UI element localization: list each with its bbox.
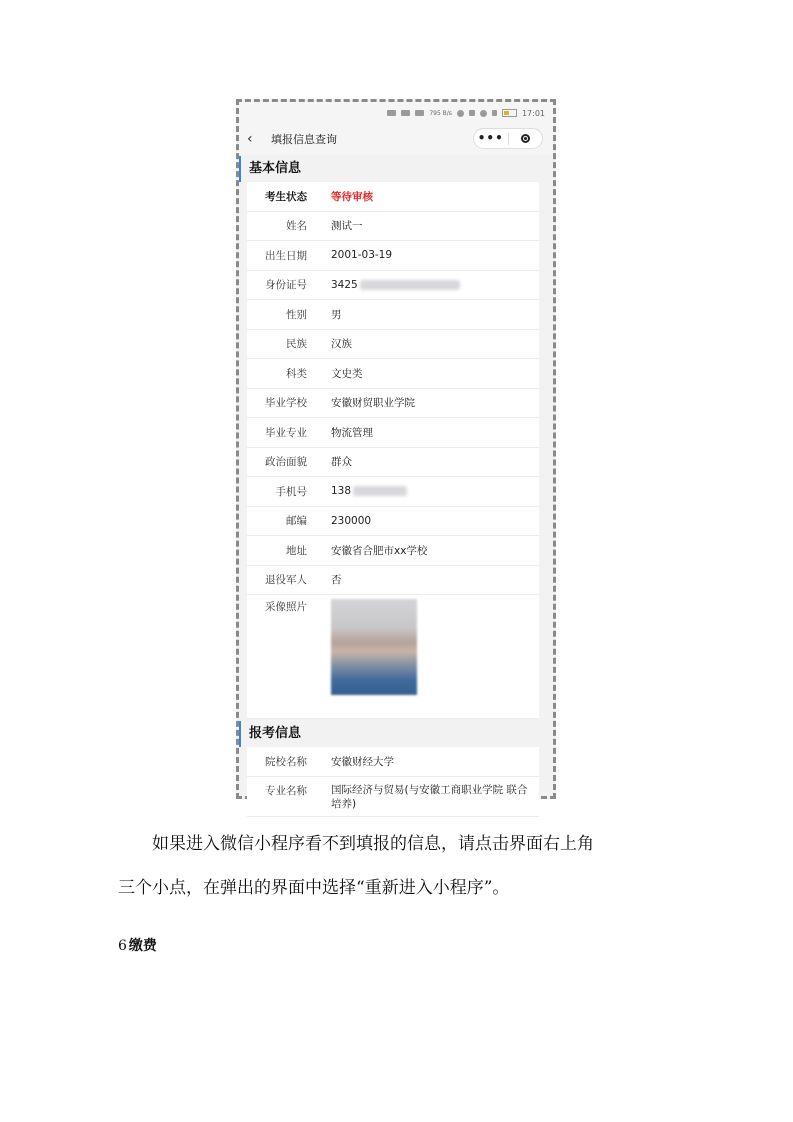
instruction-paragraph: [118, 822, 688, 866]
basic-info-title: 基本信息: [239, 156, 553, 182]
info-row-postcode: [247, 507, 539, 537]
section-heading: [118, 935, 157, 955]
row-label: 专业名称: [265, 784, 307, 797]
exam-info-title: 报考信息: [239, 721, 553, 747]
paragraph-line: 如果进入微信小程序看不到填报的信息，请点击界面右上角: [152, 834, 594, 854]
row-label: 政治面貌: [265, 456, 307, 469]
row-label: 毕业学校: [265, 397, 307, 410]
row-value: 230000: [331, 514, 372, 527]
paragraph-line: 三个小点，在弹出的界面中选择“重新进入小程序”。: [118, 878, 510, 898]
back-arrow-icon[interactable]: ‹: [247, 131, 253, 147]
redacted-blur: [353, 486, 407, 496]
wifi-icon: [415, 110, 424, 116]
clock: 17:01: [521, 108, 545, 118]
status-value: 等待审核: [331, 190, 373, 203]
row-label: 姓名: [286, 220, 307, 233]
info-row-gender: [247, 300, 539, 330]
alarm-icon: [480, 110, 487, 117]
row-value: [331, 279, 460, 291]
row-value: 安徽财贸职业学院: [331, 397, 415, 410]
row-label: 身份证号: [265, 279, 307, 292]
row-label: 出生日期: [265, 249, 307, 262]
info-row-veteran: [247, 566, 539, 596]
id-number-visible: 3425: [331, 278, 358, 291]
row-label: 科类: [286, 367, 307, 380]
row-label: 性别: [286, 308, 307, 321]
row-value: 否: [331, 574, 342, 587]
row-value: 文史类: [331, 367, 363, 380]
info-row-university: [247, 747, 539, 777]
row-value: 国际经济与贸易(与安徽工商职业学院 联合培养): [331, 783, 528, 810]
exam-info-card: [247, 747, 539, 817]
row-label: 毕业专业: [265, 426, 307, 439]
close-miniprogram-button[interactable]: [509, 134, 543, 143]
signal-icon: [387, 110, 396, 116]
row-label: 采像照片: [265, 601, 307, 613]
miniprogram-capsule: [473, 128, 543, 149]
info-row-subject-category: [247, 359, 539, 389]
row-value: 汉族: [331, 338, 352, 351]
basic-info-card: [247, 182, 539, 719]
more-menu-button[interactable]: •••: [477, 131, 504, 145]
row-value: 测试一: [331, 220, 363, 233]
redacted-blur: [360, 280, 460, 290]
info-row-id-number: [247, 271, 539, 301]
row-value: 安徽财经大学: [331, 755, 394, 768]
info-row-graduate-school: [247, 389, 539, 419]
instruction-paragraph-cont: [118, 866, 688, 910]
row-label: 院校名称: [265, 755, 307, 768]
row-label: 邮编: [286, 515, 307, 528]
info-row-phone: [247, 477, 539, 507]
row-value: 物流管理: [331, 426, 373, 439]
info-row-name: [247, 212, 539, 242]
status-bar: [239, 102, 553, 124]
row-value: 男: [331, 308, 342, 321]
nfc-icon: [469, 110, 475, 116]
row-label: 考生状态: [265, 190, 307, 203]
row-label: 退役军人: [265, 574, 307, 587]
row-value: 2001-03-19: [331, 249, 393, 262]
row-value: 安徽省合肥市xx学校: [331, 544, 428, 557]
page-title: 填报信息查询: [271, 133, 337, 146]
info-row-address: [247, 536, 539, 566]
info-row-status: [247, 182, 539, 212]
row-label: 地址: [286, 544, 307, 557]
info-row-graduate-major: [247, 418, 539, 448]
row-value: [331, 485, 407, 497]
phone-visible: 138: [331, 485, 352, 498]
heading-number: 6: [118, 938, 127, 954]
info-row-birthdate: [247, 241, 539, 271]
info-row-political-status: [247, 448, 539, 478]
target-icon: [521, 134, 530, 143]
row-label: 手机号: [275, 485, 307, 498]
chat-icon: [457, 110, 464, 117]
screenshot-frame: [236, 99, 556, 810]
bluetooth-icon: [492, 110, 497, 116]
signal-icon: [401, 110, 410, 116]
battery-icon: [502, 109, 517, 117]
nav-bar: [239, 124, 553, 154]
row-label: 民族: [286, 338, 307, 351]
row-value: 群众: [331, 456, 352, 469]
heading-text: 缴费: [128, 938, 157, 954]
info-row-ethnicity: [247, 330, 539, 360]
info-row-major: [247, 777, 539, 817]
candidate-photo: [331, 599, 417, 695]
info-row-photo: [247, 595, 539, 719]
net-speed: 795 B/s: [429, 109, 452, 117]
